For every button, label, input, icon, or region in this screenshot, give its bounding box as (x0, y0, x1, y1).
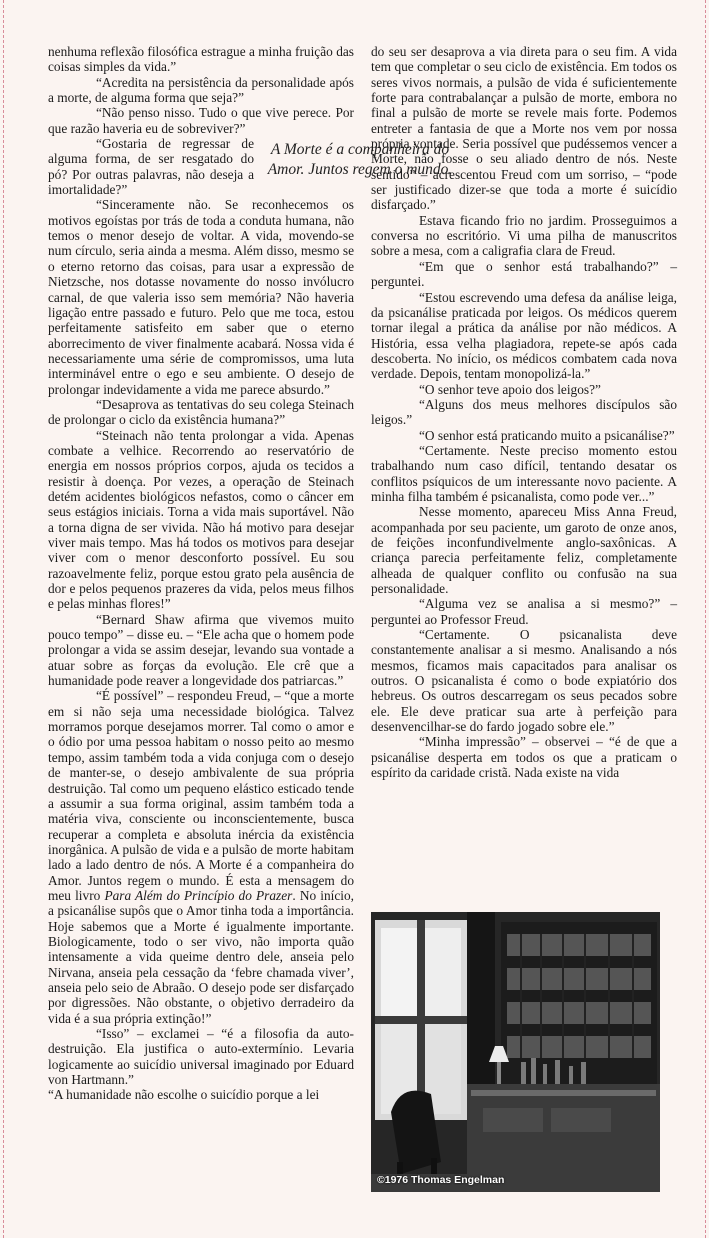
paragraph: Estava ficando frio no jardim. Prosseguimos a conversa no escritório. Vi uma pilha de manuscritos sobre a mesa, com a caligrafia clara de Freud. (371, 212, 677, 259)
left-text-column (48, 44, 453, 1103)
paragraph: “Alguns dos meus melhores discípulos são leigos.” (371, 396, 677, 428)
paragraph: “Não penso nisso. Tudo o que vive perece. Por que razão haveria eu de sobreviver?” (48, 105, 354, 136)
paragraph: “O senhor teve apoio dos leigos?” (419, 381, 601, 397)
book-title: Para Além do Princípio do Prazer (104, 887, 293, 903)
paragraph: “Gostaria de regressar de alguma forma, de ser resgatado do pó? Por outras palavras, não deseja a imortalidade?” (48, 136, 254, 198)
paragraph: nenhuma reflexão filosófica estrague a minha fruição das coisas simples da vida.” (48, 44, 354, 75)
photo-credit: ©1976 Thomas Engelman (377, 1174, 505, 1186)
paragraph: do seu ser desaprova a via direta para o seu fim. A vida tem que completar o seu ciclo de existência. Em todos os seres vivos normais, a pulsão de vida é suficientemente forte para contrabalançar a pulsão de morte, embora no final a pulsão de morte se revele mais forte. Podemos entreter a fantasia de que a Morte nos vem por nossa própria vontade. Seria possível que pudéssemos vencer a Morte, não fosse o seu aliado dentro de nós. Neste sentido” – acrescentou Freud com um sorriso, – “pode ser justificado dizer-se que toda a morte é suicídio disfarçado.” (371, 44, 677, 213)
paragraph: “Steinach não tenta prolongar a vida. Apenas combate a velhice. Recorrendo ao reservatório de energia em nossos próprios corpos, ajuda os tecidos a resistir à doença. Por vezes, a operação de Steinach detém acidentes biológicos nefastos, como o câncer em seus estágios iniciais. Torna a vida mais suportável. Não a torna digna de ser vivida. Não há motivo para desejar viver mais tempo. Mas há todos os motivos para desejar viver com o menor desconforto possível. Eu sou razoavelmente feliz, porque estou grato pela ausência de dor e pelos pequenos prazeres da vida, pelos meus filhos e pelas minhas flores!” (48, 427, 354, 612)
right-page-edge (705, 0, 706, 1238)
paragraph: “É possível” – respondeu Freud, – “que a morte em si não seja uma necessidade biológica. Talvez morramos porque desejamos morrer. Tal como o amor e o ódio por uma pessoa habitam o nosso peito ao mesmo tempo, assim também toda a vida conjuga com o desejo de manter-se, o desejo ambivalente de sua própria destruição. Tal como um pequeno elástico esticado tende a assumir a sua forma original, assim também toda a matéria viva, consciente ou inconscientemente, busca recuperar a completa e absoluta inércia da existência inorgânica. A pulsão de vida e a pulsão de morte habitam lado a lado dentro de nós. A Morte é a companheira do Amor. Juntos regem o mundo. É esta a mensagem do meu livro Para Além do Princípio do Prazer. No início, a psicanálise supôs que o Amor tinha toda a importância. Hoje sabemos que a Morte é igualmente importante. Biologicamente, todo o ser vivo, não importa quão intensamente a vida queime dentro dele, anseia pelo Nirvana, anseia pela cessação da ‘febre chamada viver’, anseia pelo seio de Abraão. O desejo pode ser disfarçado por digressões. Não obstante, o objetivo derradeiro da vida é a sua própria extinção!” (48, 688, 354, 1026)
study-room-illustration (371, 912, 660, 1192)
study-photo (371, 912, 660, 1192)
paragraph: “Desaprova as tentativas do seu colega Steinach de prolongar o ciclo da existência humana?” (48, 396, 354, 428)
paragraph: “Acredita na persistência da personalidade após a morte, de alguma forma que seja?” (48, 74, 354, 106)
paragraph: “O senhor está praticando muito a psicanálise?” (419, 427, 675, 443)
paragraph: “Isso” – exclamei – “é a filosofia da auto-destruição. Ela justifica o auto-extermínio. Levaria logicamente ao suicídio universal imaginado por Eduard von Hartmann.” (48, 1026, 354, 1088)
left-page-edge (3, 0, 4, 1238)
paragraph: “Bernard Shaw afirma que vivemos muito pouco tempo” – disse eu. – “Ele acha que o homem pode prolongar a vida se assim desejar, levando sua vontade a atuar sobre as forças da evolução. Ele crê que a humanidade pode reaver a longevidade dos patriarcas.” (48, 611, 354, 689)
pull-quote: A Morte é a companheira do Amor. Juntos regem o mundo. (267, 141, 453, 179)
paragraph: “Minha impressão” – observei – “é de que a psicanálise desperta em todos os que a praticam o espírito da caridade cristã. Nada existe na vida (371, 734, 677, 781)
paragraph: “Sinceramente não. Se reconhecemos os motivos egoístas por trás de toda a conduta humana, não temos o menor desejo de voltar. A vida, movendo-se num círculo, seria ainda a mesma. Além disso, mesmo se o eterno retorno das coisas, para usar a expressão de Nietzsche, nos dotasse novamente do nosso invólucro carnal, de que valeria isso sem memória? Não haveria ligação entre passado e futuro. Pelo que me toca, estou perfeitamente satisfeito em saber que o eterno aborrecimento de viver finalmente acabará. Nossa vida é necessariamente uma série de compromissos, uma luta interminável entre o ego e seu ambiente. O desejo de prolongar indevidamente a vida me parece absurdo.” (48, 197, 354, 397)
paragraph: “Certamente. Neste preciso momento estou trabalhando num caso difícil, tentando desatar os conflitos psíquicos de um interessante novo paciente. A minha filha também é psicanalista, como pode ver...” (371, 442, 677, 504)
paragraph: “Alguma vez se analisa a si mesmo?” – perguntei ao Professor Freud. (371, 596, 677, 627)
paragraph: “Estou escrevendo uma defesa da análise leiga, da psicanálise praticada por leigos. Os médicos querem tornar ilegal a prática da análise por não médicos. A História, essa velha plagiadora, repete-se após cada descoberta. No início, os médicos combatem cada nova verdade. Depois, tentam monopolizá-la.” (371, 289, 677, 382)
paragraph: “Certamente. O psicanalista deve constantemente analisar a si mesmo. Analisando a nós mesmos, ficamos mais capacitados para analisar os outros. O psicanalista é como o bode expiatório dos hebreus. Os outros descarregam os seus pecados sobre ele. Ele deve praticar sua arte à perfeição para desenvencilhar-se do fardo jogado sobre ele.” (371, 627, 677, 735)
paragraph: Nesse momento, apareceu Miss Anna Freud, acompanhada por seu paciente, um garoto de onze anos, de feições inconfundivelmente anglo-saxônicas. A criança parecia perfeitamente feliz, completamente alheada de qualquer conflito ou confusão na sua personalidade. (371, 504, 677, 597)
paragraph: “Em que o senhor está trabalhando?” – perguntei. (371, 258, 677, 290)
right-text-column (371, 44, 677, 781)
paragraph: “A humanidade não escolhe o suicídio porque a lei (48, 1087, 320, 1103)
